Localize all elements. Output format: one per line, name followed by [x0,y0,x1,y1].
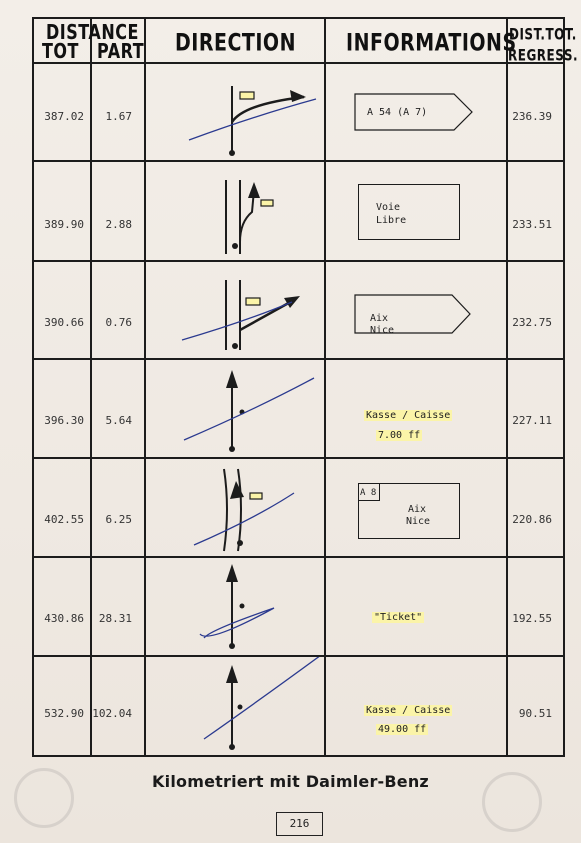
header-dist-tot: DIST.TOT. [509,25,577,44]
direction-diagram [144,64,324,160]
regress-cell: 227.11 [512,414,552,427]
direction-diagram [144,162,324,260]
direction-diagram [144,459,324,556]
header-tot: TOT [42,39,79,63]
table-row [34,162,563,260]
tot-cell: 389.90 [44,218,84,231]
roadbook-table [32,17,579,757]
tot-cell: 396.30 [44,414,84,427]
header-regress: REGRESS. [508,46,579,65]
footer-title: Kilometriert mit Daimler-Benz [152,772,429,791]
header-part: PART [97,39,145,63]
sign-text: 49.00 ff [378,724,427,735]
sign-text: "Ticket" [374,612,423,623]
sign-text: A 54 (A 7) [367,107,428,118]
table-row [34,64,563,160]
sign-text: Aix [370,313,389,324]
part-cell: 0.76 [105,316,132,329]
direction-diagram [144,558,324,655]
tot-cell: 532.90 [44,707,84,720]
sign-text: Nice [406,516,431,527]
sign-text: Libre [376,215,407,226]
sign-text: 7.00 ff [378,430,421,441]
tot-cell: 387.02 [44,110,84,123]
regress-cell: 232.75 [512,316,552,329]
tot-cell: 402.55 [44,513,84,526]
sign-text: Nice [370,325,395,336]
road-number: A 8 [360,488,377,498]
header-direction: DIRECTION [175,29,296,57]
part-cell: 6.25 [105,513,132,526]
sign-text: Kasse / Caisse [366,410,451,421]
direction-diagram [144,657,324,755]
regress-cell: 233.51 [512,218,552,231]
sign-text: Kasse / Caisse [366,705,451,716]
table-row [34,558,563,655]
header-informations: INFORMATIONS [346,29,517,57]
table-row [34,360,563,457]
part-cell: 28.31 [98,612,132,625]
table-row [34,459,563,556]
table-row [34,657,563,755]
tot-cell: 390.66 [44,316,84,329]
part-cell: 102.04 [92,707,132,720]
part-cell: 2.88 [105,218,132,231]
part-cell: 1.67 [105,110,132,123]
regress-cell: 220.86 [512,513,552,526]
header-distance: DISTANCE [46,20,139,44]
box-sign [358,184,460,240]
direction-diagram [144,360,324,457]
sign-text: Voie [376,202,401,213]
regress-cell: 90.51 [518,707,552,720]
sign-text: Aix [408,504,427,515]
page-number: 216 [276,812,323,836]
tot-cell: 430.86 [44,612,84,625]
table-row [34,262,563,358]
regress-cell: 236.39 [512,110,552,123]
part-cell: 5.64 [105,414,132,427]
direction-diagram [144,262,324,358]
regress-cell: 192.55 [512,612,552,625]
